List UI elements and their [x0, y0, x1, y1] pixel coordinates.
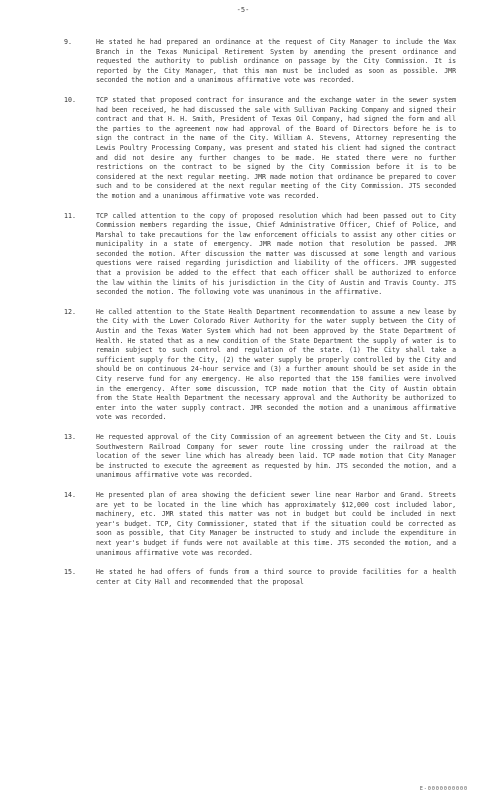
minutes-item [64, 308, 456, 423]
minutes-item [64, 568, 456, 587]
item-number: 10. [64, 95, 76, 104]
minutes-item [64, 96, 456, 202]
item-number: 14. [64, 490, 76, 499]
item-number: 11. [64, 211, 76, 220]
item-number: 13. [64, 432, 76, 441]
item-paragraph: TCP stated that proposed contract for insurance and the exchange water in the sewer system had been received, he had discussed the sale with Sullivan Packing Company and signed their contract and that H. H. Smith, President of Texas Oil Company, had signed the form and all the parties to the agreement now had approval of the Board of Directors before he is to sign the contract in the name of the City. William A. Stevens, Attorney representing the Lewis Poultry Processing Company, was present and stated his client had signed the contract and did not desire any further changes to be made. He stated there were no further restrictions on the contract to be signed by the City Commission before it is to be considered at the next regular meeting. JMR made motion that ordinance be prepared to cover such and to be considered at the next regular meeting of the City Commission. JTS seconded the motion and a unanimous affirmative vote was recorded. [96, 95, 456, 200]
item-number: 12. [64, 307, 76, 316]
item-paragraph: He presented plan of area showing the deficient sewer line near Harbor and Grand. Streets are yet to be located in the line which has approximately $12,000 cost included labor, machinery, etc. JMR stated this matter was not in budget but could be included in next year's budget. TCP, City Commissioner, stated that if the situation could be corrected as soon as possible, that City Manager be instructed to study and include the expenditure in next year's budget if funds were not available at this time. JTS seconded the motion, and a unanimous affirmative vote was recorded. [96, 490, 456, 557]
minutes-item-list [64, 38, 456, 597]
page-number: -5- [236, 6, 250, 14]
item-paragraph: He requested approval of the City Commission of an agreement between the City and St. Louis Southwestern Railroad Company for sewer route line crossing under the railroad at the location of the sewer line which has already been laid. TCP made motion that City Manager be instructed to execute the agreement as requested by him. JTS seconded the motion, and a unanimous affirmative vote was recorded. [96, 432, 456, 480]
item-number: 15. [64, 568, 76, 577]
footer-stamp: E-0000000000 [419, 786, 468, 792]
minutes-item [64, 433, 456, 481]
item-paragraph: TCP called attention to the copy of proposed resolution which had been passed out to City Commission members regarding the issue, Chief Administrative Officer, Chief of Police, and Marshal to take precautions for the law enforcement officials to assist any other cities or municipality in a state of emergency. JMR made motion that resolution be passed. JMR seconded the motion. After discussion the matter was discussed at some length and various questions were raised regarding jurisdiction and liability of the officers. JMR suggested that a provision be added to the effect that each officer shall be authorized to enforce the law within the limits of his jurisdiction in the City of Austin and Travis County. JTS seconded the motion. The following vote was unanimous in the affirmative. [96, 211, 456, 297]
item-paragraph: He called attention to the State Health Department recommendation to assume a new lease by the City with the Lower Colorado River Authority for the water supply between the City of Austin and the Texas Water System which had not been approved by the State Department of Health. He stated that as a new condition of the State Department the supply of water is to remain subject to such control and regulation of the state. (1) The City shall take a sufficient supply for the City, (2) the water supply be properly controlled by the City and should be on continuous 24-hour service and (3) a further amount should be set aside in the City reserve fund for any emergency. He also reported that the 150 families were involved in the emergency. After some discussion, TCP made motion that the City of Austin obtain from the State Health Department the necessary approval and the Authority be authorized to enter into the water supply contract. JMR seconded the motion and a unanimous affirmative vote was recorded. [96, 307, 456, 422]
minutes-item [64, 38, 456, 86]
minutes-item [64, 212, 456, 298]
item-paragraph: He stated he had prepared an ordinance at the request of City Manager to include the Wax Branch in the Texas Municipal Retirement System by amending the present ordinance and requested the authority to publish ordinance on passage by the City Commission. It is reported by the City Manager, that this man must be included as soon as possible. JMR seconded the motion and a unanimous affirmative vote was recorded. [96, 38, 456, 85]
minutes-item [64, 491, 456, 558]
item-paragraph: He stated he had offers of funds from a third source to provide facilities for a health center at City Hall and recommended that the proposal [96, 568, 456, 586]
item-number: 9. [64, 38, 72, 46]
